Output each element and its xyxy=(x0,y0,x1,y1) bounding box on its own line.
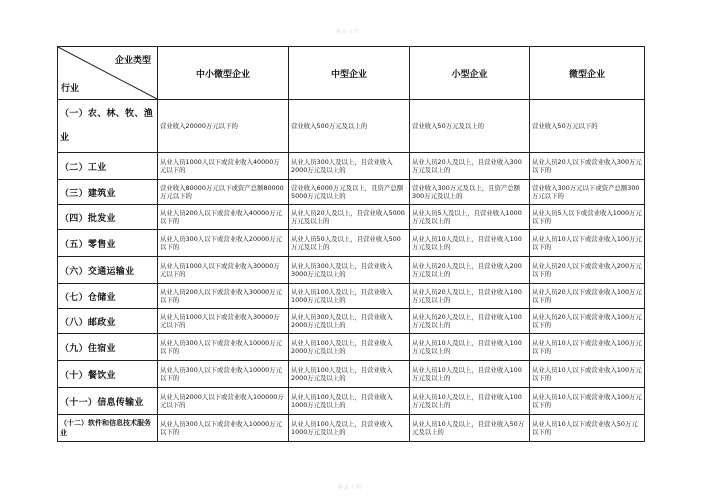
table-cell: 从业人员200人以下或营业收入40000万元以下的 xyxy=(158,205,289,230)
table-cell: 从业人员5人以下或营业收入1000万元以下的 xyxy=(530,205,645,230)
table-cell: 从业人员5人及以上，且营业收入1000万元及以上的 xyxy=(410,205,530,230)
industry-label: （二）工业 xyxy=(58,153,158,180)
table-cell: 从业人员20人以下或营业收入200万元以下的 xyxy=(530,257,645,284)
table-row xyxy=(58,257,645,284)
industry-label: （七）仓储业 xyxy=(58,284,158,309)
table-cell: 从业人员300人以下或营业收入10000万元以下的 xyxy=(158,361,289,388)
table-cell: 从业人员1000人以下或营业收入30000万元以下的 xyxy=(158,257,289,284)
table-row xyxy=(58,100,645,153)
industry-label: （五）零售业 xyxy=(58,230,158,257)
table-cell: 从业人员10人及以上，且营业收入100万元及以上的 xyxy=(410,334,530,361)
table-cell: 从业人员100人及以上，且营业收入1000万元及以上的 xyxy=(289,415,410,442)
table-cell: 营业收入80000万元以下或资产总额80000万元以下的 xyxy=(158,180,289,205)
table-cell: 从业人员20人以下或营业收入100万元以下的 xyxy=(530,309,645,334)
industry-label: （十二）软件和信息技术服务业 xyxy=(58,415,158,442)
industry-label: （三）建筑业 xyxy=(58,180,158,205)
table-row xyxy=(58,230,645,257)
table-cell: 从业人员2000人以下或营业收入100000万元以下的 xyxy=(158,388,289,415)
table-cell: 从业人员300人及以上，且营业收入2000万元及以上的 xyxy=(289,309,410,334)
table-cell: 从业人员1000人以下或营业收入30000万元以下的 xyxy=(158,309,289,334)
table-cell: 营业收入20000万元以下的 xyxy=(158,100,289,153)
column-header-sme: 中小微型企业 xyxy=(158,47,289,100)
table-cell: 从业人员20人及以上，且营业收入100万元及以上的 xyxy=(410,284,530,309)
table-row xyxy=(58,334,645,361)
table-cell: 从业人员50人及以上，且营业收入500万元及以上的 xyxy=(289,230,410,257)
column-header-micro: 微型企业 xyxy=(530,47,645,100)
table-cell: 从业人员300人以下或营业收入10000万元以下的 xyxy=(158,334,289,361)
column-header-small: 小型企业 xyxy=(410,47,530,100)
enterprise-classification-table xyxy=(57,46,645,442)
table-cell: 从业人员100人及以上，且营业收入2000万元及以上的 xyxy=(289,334,410,361)
table-cell: 从业人员10人及以上，且营业收入100万元及以上的 xyxy=(410,361,530,388)
table-cell: 从业人员100人及以上，且营业收入2000万元及以上的 xyxy=(289,361,410,388)
table-cell: 从业人员10人以下或营业收入100万元以下的 xyxy=(530,361,645,388)
table-row xyxy=(58,415,645,442)
table-cell: 从业人员10人以下或营业收入50万元以下的 xyxy=(530,415,645,442)
table-cell: 从业人员20人及以上，且营业收入200万元及以上的 xyxy=(410,257,530,284)
table-cell: 营业收入300万元及以上，且资产总额300万元及以上的 xyxy=(410,180,530,205)
table-row xyxy=(58,180,645,205)
table-row xyxy=(58,388,645,415)
table-row xyxy=(58,205,645,230)
table-cell: 从业人员20人及以上，且营业收入300万元及以上的 xyxy=(410,153,530,180)
industry-label: （十）餐饮业 xyxy=(58,361,158,388)
header-corner-cell xyxy=(58,47,158,100)
industry-label: （十一）信息传输业 xyxy=(58,388,158,415)
table-cell: 营业收入50万元以下的 xyxy=(530,100,645,153)
table-cell: 从业人员10人以下或营业收入100万元以下的 xyxy=(530,388,645,415)
table-cell: 从业人员1000人以下或营业收入40000万元以下的 xyxy=(158,153,289,180)
table-row xyxy=(58,309,645,334)
watermark-bottom: 精品文档 xyxy=(338,485,363,491)
table-row xyxy=(58,153,645,180)
table-row xyxy=(58,284,645,309)
table-cell: 从业人员10人及以上，且营业收入50万元及以上的 xyxy=(410,415,530,442)
table-cell: 从业人员10人及以上，且营业收入100万元及以上的 xyxy=(410,230,530,257)
industry-label: （九）住宿业 xyxy=(58,334,158,361)
corner-label-industry: 行业 xyxy=(61,84,80,94)
industry-label: （六）交通运输业 xyxy=(58,257,158,284)
table-cell: 从业人员300人及以上，且营业收入3000万元及以上的 xyxy=(289,257,410,284)
table-cell: 从业人员100人及以上，且营业收入1000万元及以上的 xyxy=(289,284,410,309)
table-cell: 从业人员300人及以上，且营业收入2000万元及以上的 xyxy=(289,153,410,180)
table-cell: 从业人员20人及以上，且营业收入100万元及以上的 xyxy=(410,309,530,334)
table-cell: 从业人员300人以下或营业收入20000万元以下的 xyxy=(158,230,289,257)
industry-label: （一）农、林、牧、渔业 xyxy=(58,100,158,153)
table-cell: 营业收入300万元以下或资产总额300万元以下的 xyxy=(530,180,645,205)
column-header-medium: 中型企业 xyxy=(289,47,410,100)
table-cell: 营业收入50万元及以上的 xyxy=(410,100,530,153)
table-cell: 从业人员100人及以上，且营业收入1000万元及以上的 xyxy=(289,388,410,415)
corner-label-enterprise-type: 企业类型 xyxy=(114,56,151,66)
table-cell: 从业人员20人及以上，且营业收入5000万元及以上的 xyxy=(289,205,410,230)
watermark-top: 精品文档 xyxy=(336,29,361,35)
table-cell: 从业人员300人以下或营业收入10000万元以下的 xyxy=(158,415,289,442)
table-cell: 从业人员10人及以上，且营业收入100万元及以上的 xyxy=(410,388,530,415)
table-cell: 从业人员10人以下或营业收入100万元以下的 xyxy=(530,334,645,361)
table-cell: 营业收入500万元及以上的 xyxy=(289,100,410,153)
industry-label: （四）批发业 xyxy=(58,205,158,230)
industry-label: （八）邮政业 xyxy=(58,309,158,334)
table-row xyxy=(58,361,645,388)
table-header-row xyxy=(58,47,645,100)
table-cell: 从业人员200人以下或营业收入30000万元以下的 xyxy=(158,284,289,309)
table-cell: 从业人员10人以下或营业收入100万元以下的 xyxy=(530,230,645,257)
table-cell: 营业收入6000万元及以上，且资产总额5000万元及以上的 xyxy=(289,180,410,205)
table-cell: 从业人员20人以下或营业收入300万元以下的 xyxy=(530,153,645,180)
table-cell: 从业人员20人以下或营业收入100万元以下的 xyxy=(530,284,645,309)
